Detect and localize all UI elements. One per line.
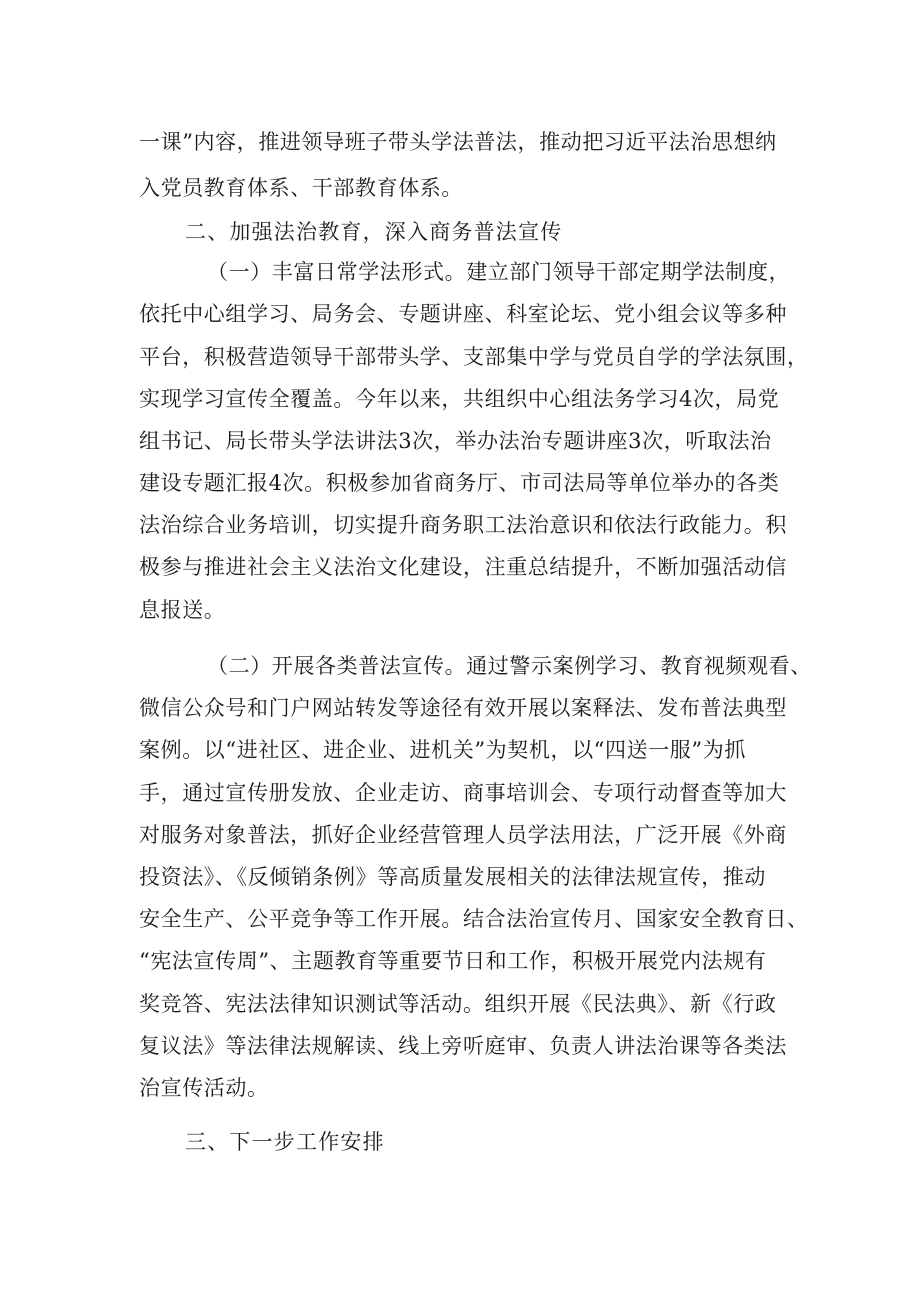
paragraph-line: “宪法宣传周”、主题教育等重要节日和工作，积极开展党内法规有 [139,949,767,973]
paragraph-line: 复议法》等法律法规解读、线上旁听庭审、负责人讲法治课等各类法 [139,1034,787,1058]
paragraph-line: （二）开展各类普法宣传。通过警示案例学习、教育视频观看、 [207,654,812,678]
paragraph-line: 入党员教育体系、干部教育体系。 [139,176,463,200]
paragraph-line: 极参与推进社会主义法治文化建设，注重总结提升，不断加强活动信 [139,555,787,579]
section-heading: 三、下一步工作安排 [185,1130,385,1154]
paragraph-line: 息报送。 [139,598,226,622]
paragraph-line: 投资法》、《反倾销条例》等高质量发展相关的法律法规宣传，推动 [139,865,766,889]
paragraph-line: 实现学习宣传全覆盖。今年以来，共组织中心组法务学习4次，局党 [139,387,780,411]
paragraph-line: 微信公众号和门户网站转发等途径有效开展以案释法、发布普法典型 [139,696,787,720]
paragraph-line: 治宣传活动。 [139,1076,269,1100]
section-heading: 二、加强法治教育，深入商务普法宣传 [185,220,563,244]
paragraph-line: 案例。以“进社区、进企业、进机关”为契机，以“四送一服”为抓 [139,738,746,762]
paragraph-line: 组书记、局长带头学法讲法3次，举办法治专题讲座3次，听取法治 [139,429,772,453]
paragraph-line: 建设专题汇报4次。积极参加省商务厅、市司法局等单位举办的各类 [139,471,780,495]
paragraph-line: 手，通过宣传册发放、企业走访、商事培训会、专项行动督查等加大 [139,781,787,805]
paragraph-line: （一）丰富日常学法形式。建立部门领导干部定期学法制度， [207,260,791,284]
paragraph-line: 平台，积极营造领导干部带头学、支部集中学与党员自学的学法氛围， [139,345,809,369]
paragraph-line: 奖竞答、宪法法律知识测试等活动。组织开展《民法典》、新《行政 [139,992,777,1016]
paragraph-line: 一课”内容，推进领导班子带头学法普法，推动把习近平法治思想纳 [139,130,777,154]
paragraph-line: 依托中心组学习、局务会、专题讲座、科室论坛、党小组会议等多种 [139,302,787,326]
paragraph-line: 法治综合业务培训，切实提升商务职工法治意识和依法行政能力。积 [139,513,787,537]
paragraph-line: 对服务对象普法，抓好企业经营管理人员学法用法，广泛开展《外商 [139,823,787,847]
paragraph-line: 安全生产、公平竞争等工作开展。结合法治宣传月、国家安全教育日、 [139,907,809,931]
